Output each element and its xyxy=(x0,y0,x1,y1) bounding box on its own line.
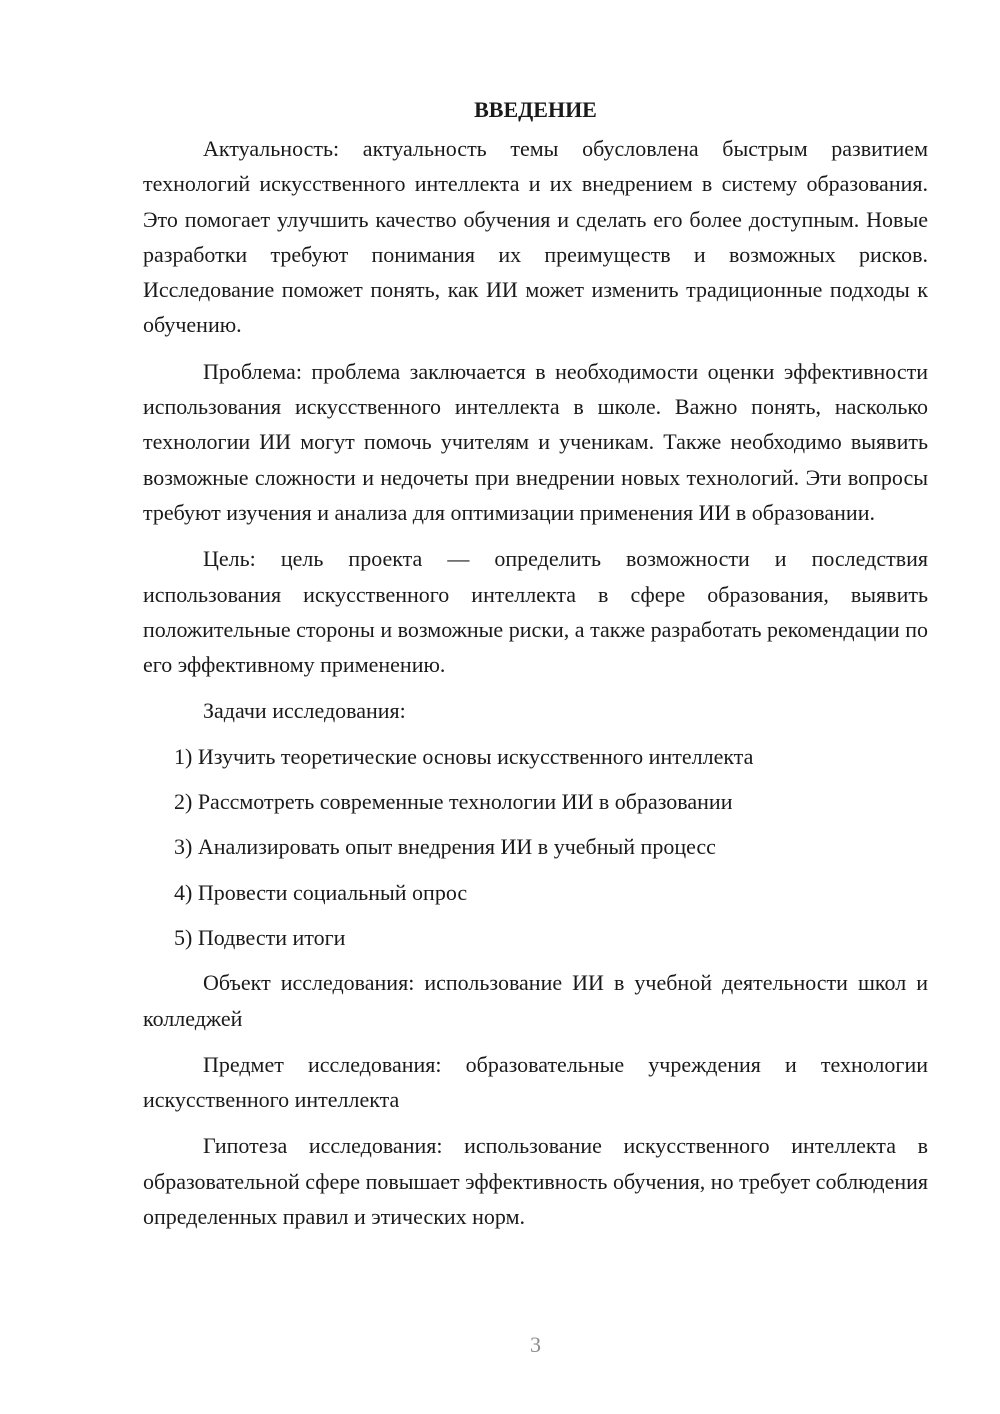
task-item: 2) Рассмотреть современные технологии ИИ в образовании xyxy=(174,789,733,815)
paragraph-spacer xyxy=(143,530,928,541)
object-paragraph: Объект исследования: использование ИИ в учебной деятельности школ и колледжей xyxy=(143,970,928,1031)
goal-paragraph: Цель: цель проекта — определить возможности и последствия использования искусственного интеллекта в сфере образования, выявить положительные стороны и возможные риски, а также разработать рекомендации по его эффективному применению. xyxy=(143,546,928,678)
task-item: 4) Провести социальный опрос xyxy=(174,879,468,905)
relevance-paragraph: Актуальность: актуальность темы обусловлена быстрым развитием технологий искусственного интеллекта и их внедрением в систему образования. Это помогает улучшить качество обучения и сделать его более доступным. Новые разработки требуют понимания их преимуществ и возможных рисков. Исследование поможет понять, как ИИ может изменить традиционные подходы к обучению. xyxy=(143,136,928,338)
tasks-heading: Задачи исследования: xyxy=(203,698,406,724)
page-number: 3 xyxy=(530,1332,541,1357)
task-list xyxy=(143,739,928,955)
task-item: 5) Подвести итоги xyxy=(174,924,346,950)
task-item: 1) Изучить теоретические основы искусственного интеллекта xyxy=(174,743,754,769)
problem-paragraph: Проблема: проблема заключается в необходимости оценки эффективности использования искусственного интеллекта в школе. Важно понять, насколько технологии ИИ могут помочь учителям и ученикам. Также необходимо выявить возможные сложности и недочеты при внедрении новых технологий. Эти вопросы требуют изучения и анализа для оптимизации применения ИИ в образовании. xyxy=(143,358,928,525)
subject-paragraph: Предмет исследования: образовательные учреждения и технологии искусственного интеллекта xyxy=(143,1051,928,1113)
paragraph-spacer xyxy=(143,1117,928,1128)
task-item: 3) Анализировать опыт внедрения ИИ в учебный процесс xyxy=(174,834,716,860)
paragraph-spacer xyxy=(143,1036,928,1047)
paragraph-spacer xyxy=(143,343,928,354)
hypothesis-paragraph: Гипотеза исследования: использование искусственного интеллекта в образовательной сфере повышает эффективность обучения, но требует соблюдения определенных правил и этических норм. xyxy=(143,1133,929,1230)
document-page xyxy=(143,92,928,1234)
paragraph-spacer xyxy=(143,682,928,693)
page-title: ВВЕДЕНИЕ xyxy=(474,97,597,122)
